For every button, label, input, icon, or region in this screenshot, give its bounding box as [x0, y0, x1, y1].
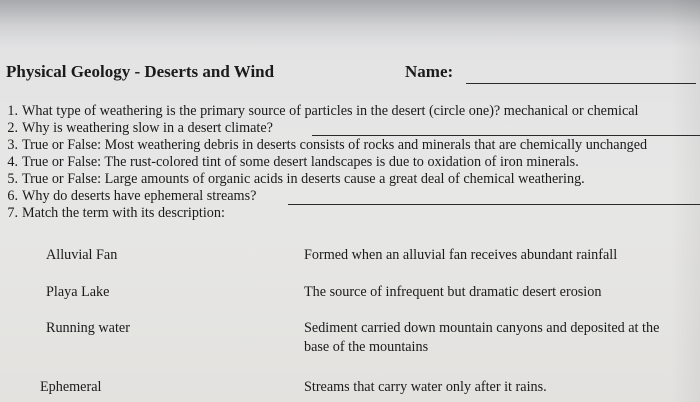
- answer-line-6[interactable]: [288, 204, 700, 205]
- match-term-running-water: Running water: [46, 320, 130, 336]
- match-term-alluvial-fan: Alluvial Fan: [46, 247, 118, 263]
- question-text: True or False: The rust-colored tint of some desert landscapes is due to oxidation of iron minerals.: [22, 154, 579, 170]
- match-description-3: Sediment carried down mountain canyons and deposited at the: [304, 320, 660, 336]
- question-4: [0, 154, 579, 171]
- worksheet-title: Physical Geology - Deserts and Wind: [6, 62, 275, 81]
- question-number: 1.: [7, 103, 18, 119]
- name-label: Name:: [405, 62, 454, 81]
- question-number: 2.: [7, 120, 18, 136]
- name-blank-line[interactable]: [466, 83, 696, 84]
- match-description-2: The source of infrequent but dramatic desert erosion: [304, 284, 602, 300]
- question-3: [0, 137, 647, 154]
- question-text: Why do deserts have ephemeral streams?: [22, 188, 257, 204]
- question-text: Why is weathering slow in a desert climate?: [22, 120, 273, 136]
- question-number: 5.: [7, 171, 18, 187]
- match-description-1: Formed when an alluvial fan receives abundant rainfall: [304, 247, 618, 263]
- match-term-playa-lake: Playa Lake: [46, 284, 110, 300]
- question-text: What type of weathering is the primary source of particles in the desert (circle one)? mechanical or chemical: [22, 103, 639, 119]
- answer-line-2[interactable]: [312, 135, 700, 136]
- question-2: [0, 120, 273, 137]
- question-number: 4.: [7, 154, 18, 170]
- photo-shadow-top: [0, 0, 700, 48]
- match-term-ephemeral: Ephemeral: [40, 379, 102, 395]
- question-text: True or False: Most weathering debris in deserts consists of rocks and minerals that are chemically unchanged: [22, 137, 648, 153]
- question-number: 7.: [7, 205, 18, 221]
- match-description-4: Streams that carry water only after it rains.: [304, 379, 547, 395]
- question-text: Match the term with its description:: [22, 205, 225, 221]
- question-1: [0, 103, 638, 120]
- photo-shadow-right: [670, 0, 700, 402]
- question-5: [0, 171, 585, 188]
- question-text: True or False: Large amounts of organic acids in deserts cause a great deal of chemical weathering.: [22, 171, 585, 187]
- match-description-3-continued: base of the mountains: [304, 339, 429, 355]
- question-number: 6.: [7, 188, 18, 204]
- question-number: 3.: [7, 137, 18, 153]
- question-6: [0, 188, 256, 205]
- question-7: [0, 205, 225, 222]
